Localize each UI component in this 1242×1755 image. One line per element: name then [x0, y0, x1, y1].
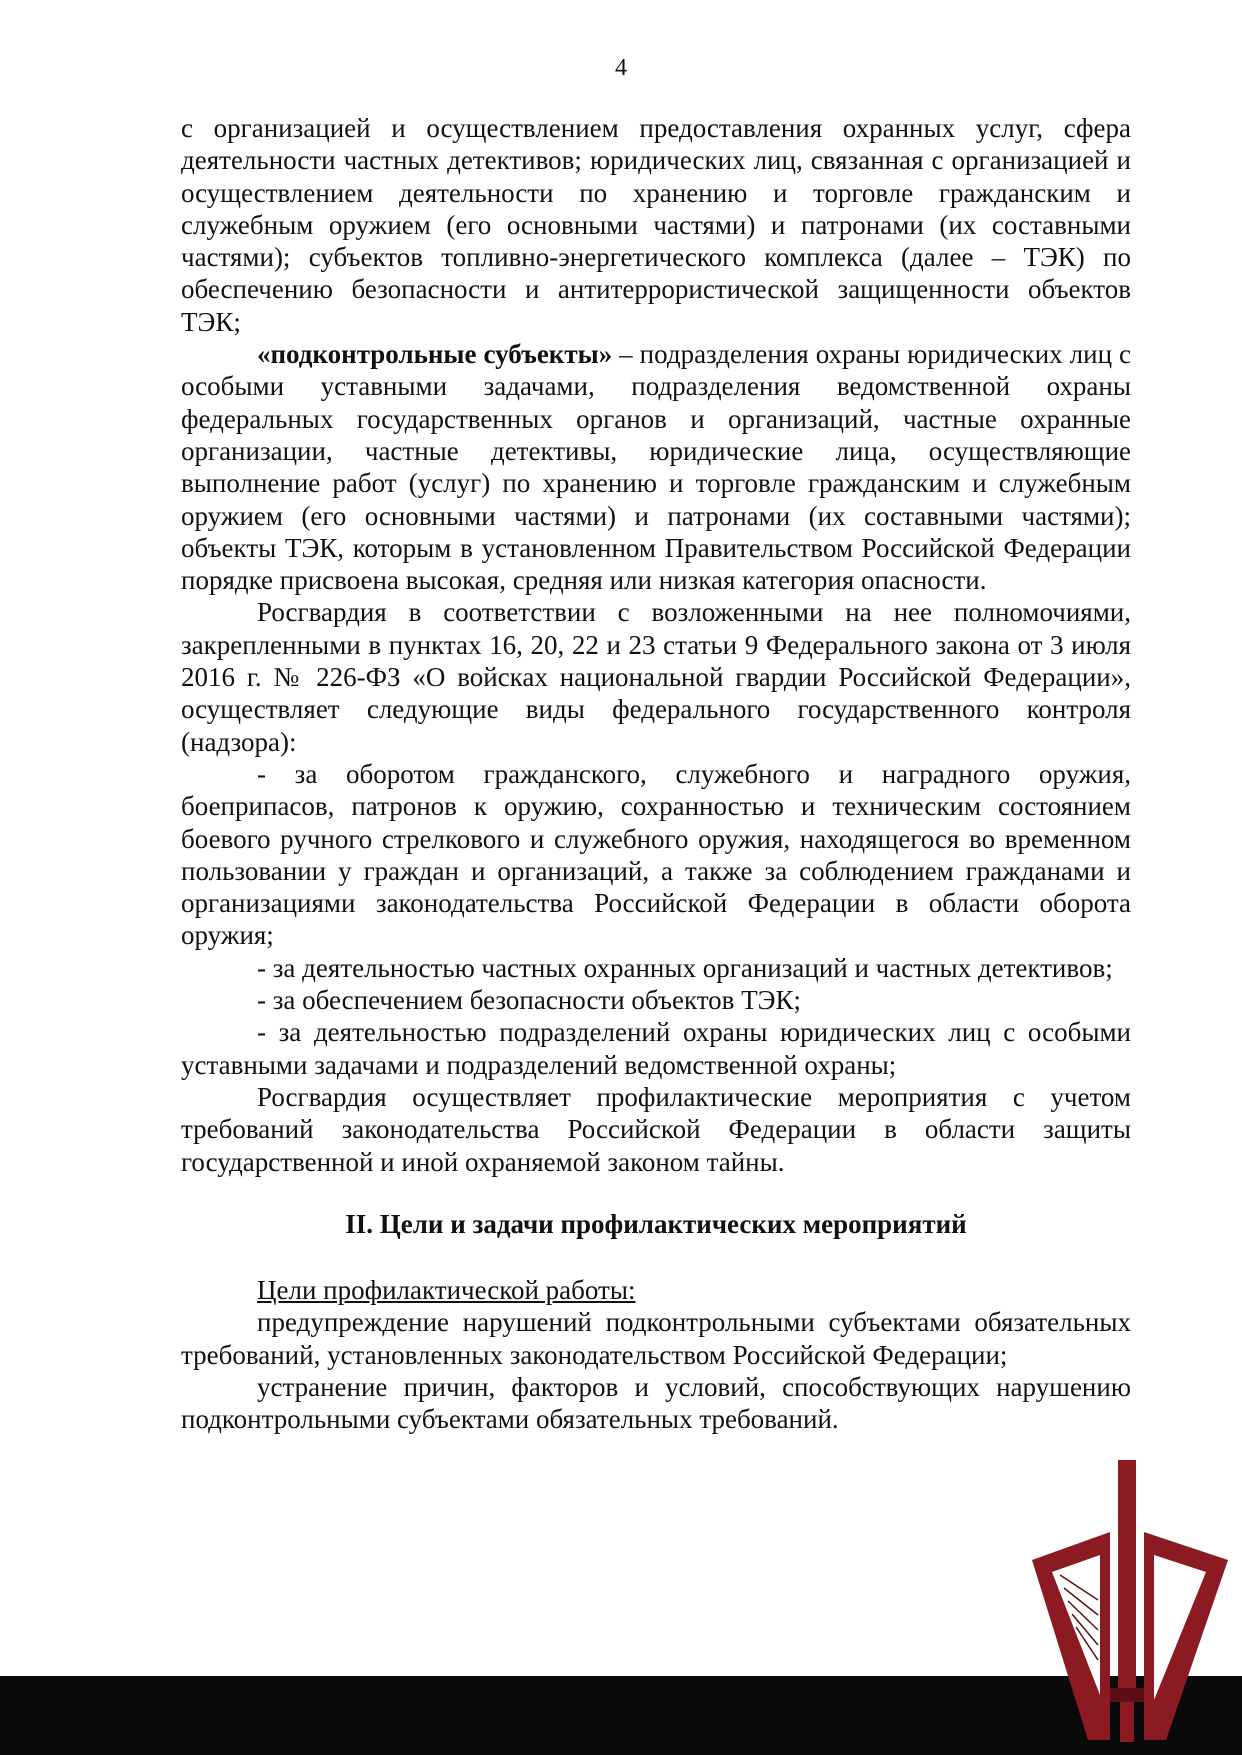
- goal-item-2: устранение причин, факторов и условий, способствующих нарушению подконтрольными субъектами обязательных требований.: [181, 1371, 1131, 1435]
- paragraph-definition: [181, 338, 1131, 596]
- paragraph-continuation: с организацией и осуществлением предоставления охранных услуг, сфера деятельности частных детективов; юридических лиц, связанная с организацией и осуществлением деятельности по хранению и торговле гражданским и служебным оружием (его основными частями) и патронами (их составными частями); субъектов топливно-энергетического комплекса (далее – ТЭК) по обеспечению безопасности и антитеррористической защищенности объектов ТЭК;: [181, 113, 1131, 337]
- definition-text: – подразделения охраны юридических лиц с особыми уставными задачами, подразделения ведомственной охраны федеральных государственных органов и организаций, частные охранные организации, частные детективы, юридические лица, осуществляющие выполнение работ (услуг) по хранению и торговле гражданским и служебным оружием (его основными частями) и патронами (их составными частями); объекты ТЭК, которым в установленном Правительством Российской Федерации порядке присвоена высокая, средняя или низкая категория опасности.: [181, 339, 1131, 596]
- goals-title-text: Цели профилактической работы:: [257, 1275, 636, 1306]
- defined-term: «подконтрольные субъекты»: [257, 339, 613, 370]
- list-item-security-orgs: - за деятельностью частных охранных организаций и частных детективов;: [257, 952, 1113, 983]
- list-item-weapons-control: - за оборотом гражданского, служебного и наградного оружия, боеприпасов, патронов к оружию, сохранностью и техническим состоянием боевого ручного стрелкового и служебного оружия, находящегося во временном пользовании у граждан и организаций, а также за соблюдением гражданами и организациями законодательства Российской Федерации в области оборота оружия;: [181, 758, 1131, 951]
- goal-item-1: предупреждение нарушений подконтрольными субъектами обязательных требований, установленных законодательством Российской Федерации;: [181, 1307, 1131, 1370]
- goals-title: [181, 1274, 1131, 1306]
- paragraph-prevention: Росгвардия осуществляет профилактические мероприятия с учетом требований законодательства Российской Федерации в области защиты государственной и иной охраняемой законом тайны.: [181, 1081, 1131, 1177]
- list-item-guard-units: - за деятельностью подразделений охраны юридических лиц с особыми уставными задачами и подразделений ведомственной охраны;: [181, 1017, 1131, 1080]
- document-body: [181, 112, 1131, 1436]
- rosgvardia-emblem-icon: [1030, 1460, 1230, 1755]
- list-item-tek-safety: - за обеспечением безопасности объектов ТЭК;: [257, 985, 801, 1016]
- page-number: 4: [615, 55, 627, 81]
- paragraph-rosgvardia-powers: Росгвардия в соответствии с возложенными на нее полномочиями, закрепленными в пунктах 16, 20, 22 и 23 статьи 9 Федерального закона от 3 июля 2016 г. № 226-ФЗ «О войсках национальной гвардии Российской Федерации», осуществляет следующие виды федерального государственного контроля (надзора):: [181, 597, 1131, 757]
- section-heading: II. Цели и задачи профилактических мероприятий: [345, 1208, 967, 1239]
